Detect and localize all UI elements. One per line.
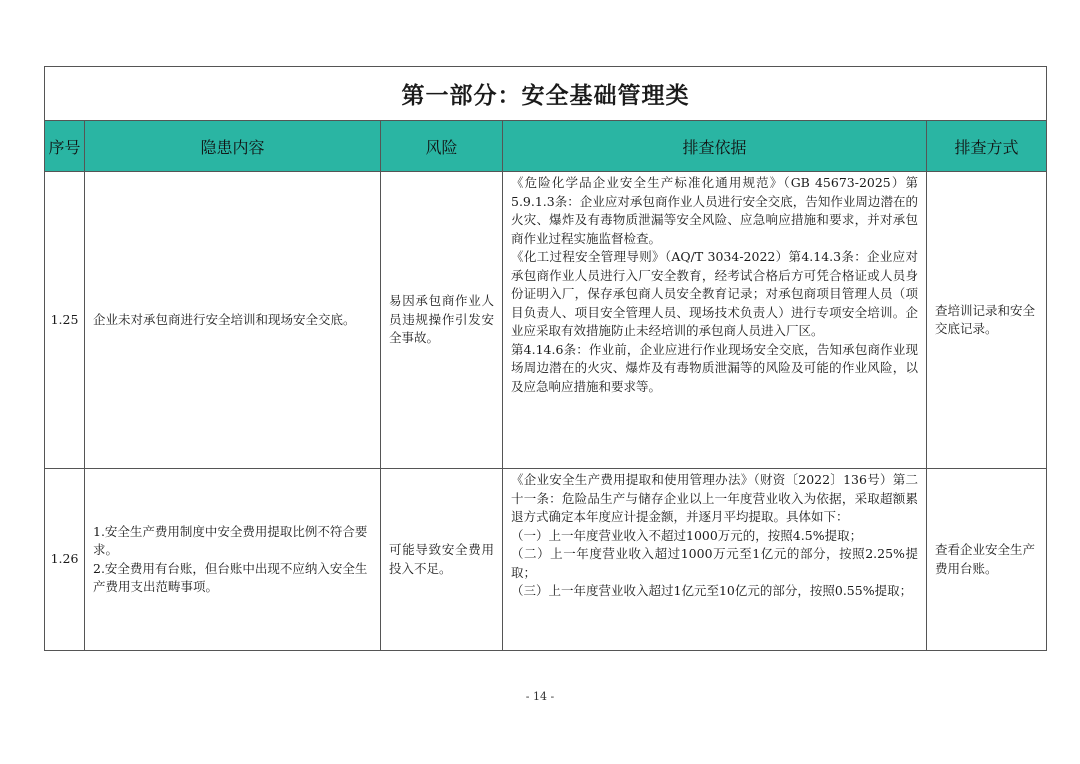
basis-paragraph: 《危险化学品企业安全生产标准化通用规范》（GB 45673-2025）第5.9.1.3条：企业应对承包商作业人员进行安全交底，告知作业周边潜在的火灾、爆炸及有毒物质泄漏等安全风险、应急响应措施和要求，并对承包商作业过程实施监督检查。 — [511, 175, 918, 246]
table-title: 第一部分：安全基础管理类 — [45, 67, 1047, 121]
row-risk: 易因承包商作业人员违规操作引发安全事故。 — [381, 172, 503, 469]
table-row — [45, 172, 1047, 469]
row-method: 查培训记录和安全交底记录。 — [927, 172, 1047, 469]
basis-paragraph: （一）上一年度营业收入不超过1000万元的，按照4.5%提取； — [511, 527, 863, 543]
header-basis: 排查依据 — [503, 121, 927, 172]
row-seq: 1.26 — [45, 469, 85, 651]
header-row — [45, 121, 1047, 172]
hazard-table — [44, 66, 1047, 651]
row-content — [85, 469, 381, 651]
table-row — [45, 469, 1047, 651]
basis-paragraph: （三）上一年度营业收入超过1亿元至10亿元的部分，按照0.55%提取； — [511, 583, 913, 598]
content-item: 2.安全费用有台账，但台账中出现不应纳入安全生产费用支出范畴事项。 — [93, 560, 368, 594]
row-content: 企业未对承包商进行安全培训和现场安全交底。 — [85, 172, 381, 469]
row-basis — [503, 172, 927, 469]
header-risk: 风险 — [381, 121, 503, 172]
header-seq: 序号 — [45, 121, 85, 172]
row-seq: 1.25 — [45, 172, 85, 469]
row-risk: 可能导致安全费用投入不足。 — [381, 469, 503, 651]
page-number: - 14 - — [525, 690, 555, 703]
content-item: 1.安全生产费用制度中安全费用提取比例不符合要求。 — [93, 523, 368, 557]
header-method: 排查方式 — [927, 121, 1047, 172]
header-content: 隐患内容 — [85, 121, 381, 172]
basis-paragraph: （二）上一年度营业收入超过1000万元至1亿元的部分，按照2.25%提取； — [511, 546, 918, 580]
basis-paragraph: 《化工过程安全管理导则》（AQ/T 3034-2022）第4.14.3条：企业应对承包商作业人员进行入厂安全教育，经考试合格后方可凭合格证或人员身份证明入厂，保存承包商人员安全教育记录；对承包商项目管理人员（项目负责人、项目安全管理人员、现场技术负责人）进行专项安全培训。企业应采取有效措施防止未经培训的承包商人员进入厂区。 — [511, 249, 918, 338]
row-basis — [503, 469, 927, 651]
row-method: 查看企业安全生产费用台账。 — [927, 469, 1047, 651]
basis-paragraph: 《企业安全生产费用提取和使用管理办法》（财资〔2022〕136号）第二十一条：危险品生产与储存企业以上一年度营业收入为依据，采取超额累退方式确定本年度应计提金额，并逐月平均提取。具体如下： — [511, 472, 918, 524]
basis-paragraph: 第4.14.6条：作业前，企业应进行作业现场安全交底，告知承包商作业现场周边潜在的火灾、爆炸及有毒物质泄漏等的风险及可能的作业风险，以及应急响应措施和要求等。 — [511, 341, 918, 394]
